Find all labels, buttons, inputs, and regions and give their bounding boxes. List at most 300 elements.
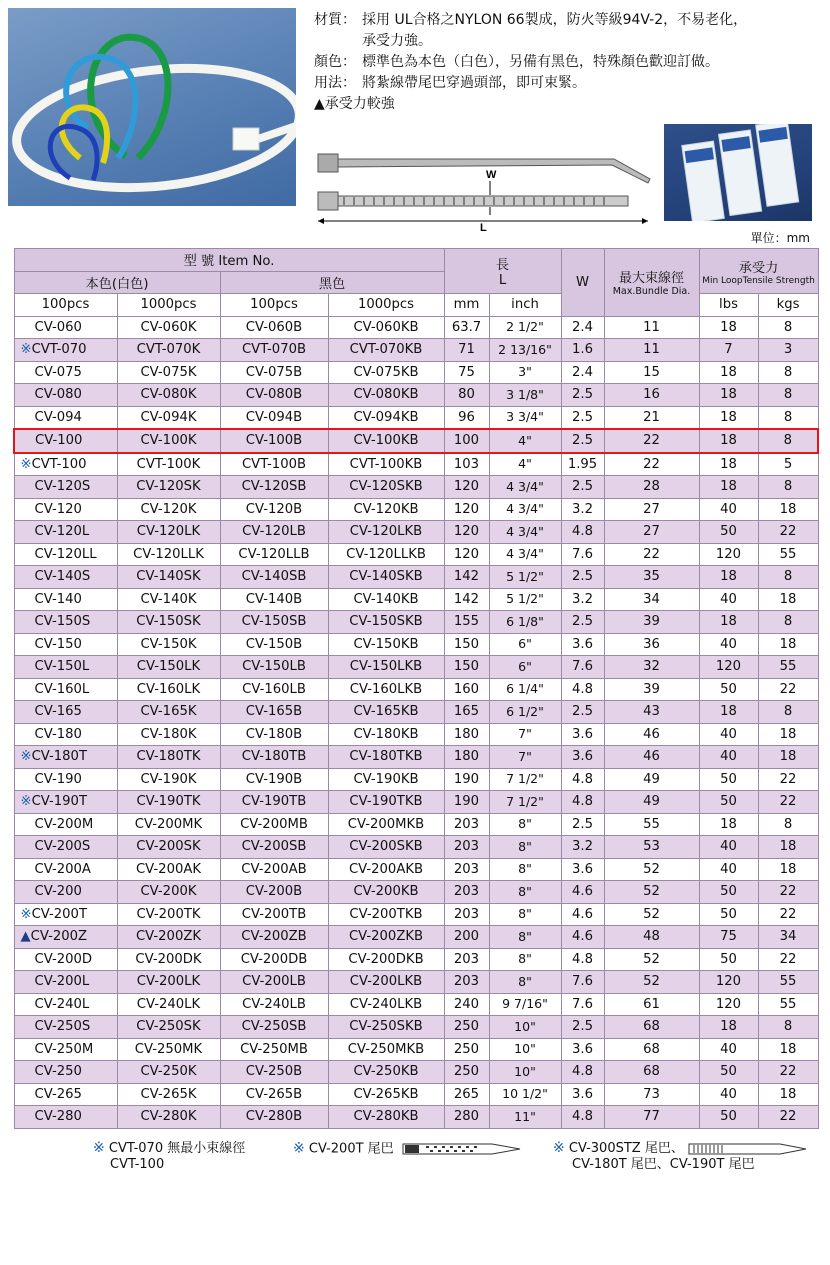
cell-value: CV-100B bbox=[245, 433, 303, 449]
cell-lbs bbox=[699, 316, 758, 339]
cell-value: CV-060B bbox=[245, 319, 303, 335]
cell-value: CV-150LK bbox=[136, 659, 201, 675]
cell-value: 103 bbox=[453, 456, 480, 472]
cell-value: CV-200MB bbox=[240, 816, 308, 832]
cell-mm bbox=[444, 903, 489, 926]
cell-kgs bbox=[758, 656, 818, 679]
cell-dia bbox=[604, 836, 699, 859]
table-row bbox=[14, 926, 818, 949]
cell-value: CV-100K bbox=[140, 433, 197, 449]
cell-value: 18 bbox=[779, 636, 797, 652]
table-row bbox=[14, 836, 818, 859]
cell-value: 4.8 bbox=[572, 1064, 593, 1080]
cell-b100 bbox=[220, 1061, 328, 1084]
cell-n100 bbox=[14, 498, 117, 521]
cell-value: 8 bbox=[783, 319, 793, 335]
cell-value: 3.2 bbox=[572, 591, 593, 607]
cell-n100 bbox=[14, 746, 117, 769]
cell-value: CV-094KB bbox=[353, 409, 419, 425]
cell-value: 18 bbox=[720, 614, 737, 630]
cell-b1000 bbox=[328, 813, 444, 836]
cell-inch bbox=[489, 971, 561, 994]
cell-value: 8 bbox=[783, 704, 793, 720]
cell-value: 5 1/2" bbox=[506, 591, 544, 607]
cell-dia bbox=[604, 1061, 699, 1084]
cell-dia bbox=[604, 768, 699, 791]
cell-value: 4 3/4" bbox=[506, 546, 544, 562]
cell-w bbox=[561, 406, 604, 429]
cell-value: 18 bbox=[779, 501, 797, 517]
cell-value: 4.6 bbox=[572, 906, 593, 922]
cell-value: 3" bbox=[518, 364, 532, 380]
product-description bbox=[314, 10, 747, 115]
cell-value: 50 bbox=[720, 906, 737, 922]
cell-value: CV-180K bbox=[140, 726, 197, 742]
cell-kgs bbox=[758, 723, 818, 746]
cell-lbs bbox=[699, 521, 758, 544]
cell-mm bbox=[444, 406, 489, 429]
note-mark: ※ bbox=[293, 1140, 305, 1157]
cell-lbs bbox=[699, 746, 758, 769]
cell-n1000 bbox=[117, 1083, 220, 1106]
cell-value: CV-200M bbox=[34, 816, 94, 832]
cell-value: CV-180KB bbox=[353, 726, 419, 742]
cell-value: 18 bbox=[720, 479, 737, 495]
cell-b1000 bbox=[328, 746, 444, 769]
cell-w bbox=[561, 881, 604, 904]
cell-value: 7.6 bbox=[572, 996, 593, 1012]
cell-lbs bbox=[699, 1106, 758, 1129]
cell-value: CV-075K bbox=[140, 364, 197, 380]
header-kgs: kgs bbox=[758, 294, 818, 317]
cell-n100 bbox=[14, 813, 117, 836]
cell-kgs bbox=[758, 543, 818, 566]
cell-w bbox=[561, 926, 604, 949]
cell-kgs bbox=[758, 701, 818, 724]
cell-value: CV-240LK bbox=[136, 996, 201, 1012]
cell-value: 7" bbox=[518, 748, 532, 764]
row-prefix-mark: ※ bbox=[20, 342, 32, 358]
cell-value: 9 7/16" bbox=[502, 996, 548, 1012]
cell-inch bbox=[489, 588, 561, 611]
cell-w bbox=[561, 611, 604, 634]
cell-n100 bbox=[14, 948, 117, 971]
cell-inch bbox=[489, 429, 561, 453]
table-row bbox=[14, 316, 818, 339]
cell-w bbox=[561, 656, 604, 679]
cell-value: 22 bbox=[643, 433, 660, 449]
cell-value: 34 bbox=[779, 929, 797, 945]
cell-w bbox=[561, 971, 604, 994]
cell-value: 68 bbox=[643, 1064, 660, 1080]
cell-value: CV-200TB bbox=[241, 906, 307, 922]
cell-inch bbox=[489, 384, 561, 407]
cell-value: 2.5 bbox=[572, 479, 593, 495]
cell-value: 7.6 bbox=[572, 974, 593, 990]
cell-value: 18 bbox=[720, 319, 737, 335]
cell-value: 120 bbox=[453, 524, 480, 540]
cell-value: 4.8 bbox=[572, 771, 593, 787]
cell-lbs bbox=[699, 384, 758, 407]
cell-value: CV-250SK bbox=[136, 1019, 201, 1035]
cell-b1000 bbox=[328, 566, 444, 589]
cell-b1000 bbox=[328, 791, 444, 814]
cell-value: CV-160LB bbox=[242, 681, 306, 697]
cell-n100 bbox=[14, 881, 117, 904]
cell-w bbox=[561, 361, 604, 384]
cell-kgs bbox=[758, 1106, 818, 1129]
cell-dia bbox=[604, 926, 699, 949]
cell-w bbox=[561, 903, 604, 926]
cell-value: 52 bbox=[643, 861, 660, 877]
cell-w bbox=[561, 453, 604, 476]
cell-n1000 bbox=[117, 723, 220, 746]
cell-n1000 bbox=[117, 1038, 220, 1061]
cell-n1000 bbox=[117, 813, 220, 836]
cell-value: CV-200ZK bbox=[135, 929, 202, 945]
cell-value: 120 bbox=[715, 996, 742, 1012]
cell-b100 bbox=[220, 406, 328, 429]
cell-value: CV-280K bbox=[140, 1109, 197, 1125]
cell-value: 250 bbox=[453, 1019, 480, 1035]
cell-value: 8" bbox=[518, 861, 532, 877]
header-length: 長 L bbox=[444, 249, 561, 294]
cell-value: 4.6 bbox=[572, 929, 593, 945]
cell-value: 27 bbox=[643, 524, 660, 540]
cell-value: CV-150S bbox=[34, 614, 91, 630]
cell-value: 11 bbox=[643, 342, 660, 358]
table-row bbox=[14, 543, 818, 566]
cell-value: CV-200B bbox=[245, 884, 303, 900]
note-mark: ※ bbox=[93, 1140, 105, 1156]
table-row bbox=[14, 406, 818, 429]
cell-inch bbox=[489, 656, 561, 679]
cell-value: CV-190TK bbox=[136, 794, 201, 810]
cell-n1000 bbox=[117, 1061, 220, 1084]
table-row bbox=[14, 903, 818, 926]
cell-b1000 bbox=[328, 1038, 444, 1061]
cell-value: 52 bbox=[643, 884, 660, 900]
note1-line2: CVT-100 bbox=[110, 1157, 165, 1172]
cell-value: 68 bbox=[643, 1041, 660, 1057]
cell-value: 40 bbox=[720, 749, 737, 765]
cell-value: 8 bbox=[783, 433, 792, 449]
cell-kgs bbox=[758, 1016, 818, 1039]
cell-value: 3.2 bbox=[572, 501, 593, 517]
cell-value: CV-250K bbox=[140, 1064, 197, 1080]
material-label: 材質： bbox=[314, 12, 356, 28]
cell-lbs bbox=[699, 791, 758, 814]
table-row bbox=[14, 791, 818, 814]
table-row bbox=[14, 656, 818, 679]
cell-value: 18 bbox=[720, 816, 737, 832]
cell-value: 50 bbox=[720, 884, 737, 900]
cell-b1000 bbox=[328, 476, 444, 499]
cell-value: CV-120KB bbox=[353, 501, 419, 517]
cell-value: 150 bbox=[453, 659, 480, 675]
cell-value: CV-180TB bbox=[241, 749, 307, 765]
cell-w bbox=[561, 633, 604, 656]
cell-dia bbox=[604, 384, 699, 407]
cell-value: 4.6 bbox=[572, 884, 593, 900]
cell-value: CV-200MK bbox=[134, 816, 203, 832]
cell-value: CV-120LB bbox=[242, 524, 306, 540]
cell-lbs bbox=[699, 993, 758, 1016]
cell-value: 3.6 bbox=[572, 726, 593, 742]
cell-mm bbox=[444, 1038, 489, 1061]
cell-inch bbox=[489, 746, 561, 769]
cell-dia bbox=[604, 881, 699, 904]
cell-value: CV-060K bbox=[140, 319, 197, 335]
cell-n100 bbox=[14, 339, 117, 362]
cell-value: 3.6 bbox=[572, 1086, 593, 1102]
cell-n1000 bbox=[117, 566, 220, 589]
cell-value: CV-190TB bbox=[241, 794, 307, 810]
cell-n100 bbox=[14, 476, 117, 499]
cell-b1000 bbox=[328, 836, 444, 859]
cell-kgs bbox=[758, 836, 818, 859]
cell-value: CV-190K bbox=[140, 771, 197, 787]
cell-value: CV-200AK bbox=[135, 861, 202, 877]
cell-b1000 bbox=[328, 723, 444, 746]
cell-n100 bbox=[14, 1016, 117, 1039]
cell-n1000 bbox=[117, 453, 220, 476]
cell-value: CV-150LKB bbox=[349, 659, 423, 675]
cell-b100 bbox=[220, 588, 328, 611]
cell-value: 15 bbox=[643, 364, 660, 380]
cell-value: CV-200KB bbox=[353, 884, 419, 900]
cell-kgs bbox=[758, 498, 818, 521]
cell-lbs bbox=[699, 768, 758, 791]
cell-value: CV-190TKB bbox=[349, 794, 423, 810]
cell-value: CV-150K bbox=[140, 636, 197, 652]
cell-value: CV-060KB bbox=[353, 319, 419, 335]
cell-b100 bbox=[220, 1016, 328, 1039]
cell-kgs bbox=[758, 903, 818, 926]
cell-w bbox=[561, 858, 604, 881]
table-row bbox=[14, 813, 818, 836]
cell-value: CV-280 bbox=[34, 1109, 82, 1125]
cell-value: 18 bbox=[779, 726, 797, 742]
cell-value: 18 bbox=[779, 861, 797, 877]
cell-kgs bbox=[758, 678, 818, 701]
cell-dia bbox=[604, 971, 699, 994]
cell-kgs bbox=[758, 791, 818, 814]
cell-value: CV-250 bbox=[34, 1064, 82, 1080]
cell-w bbox=[561, 384, 604, 407]
cell-n1000 bbox=[117, 543, 220, 566]
cell-inch bbox=[489, 723, 561, 746]
cell-value: 203 bbox=[453, 816, 480, 832]
cell-value: CV-200T bbox=[31, 906, 88, 922]
cell-mm bbox=[444, 384, 489, 407]
footer-note-2 bbox=[293, 1140, 522, 1158]
cell-value: 10" bbox=[514, 1041, 536, 1057]
cell-value: CV-250SKB bbox=[349, 1019, 423, 1035]
cell-b100 bbox=[220, 384, 328, 407]
cell-value: CV-250MK bbox=[134, 1041, 203, 1057]
cell-value: 280 bbox=[453, 1109, 480, 1125]
cell-value: 55 bbox=[779, 546, 797, 562]
cell-value: 142 bbox=[453, 569, 480, 585]
diagram-l-label: L bbox=[480, 222, 487, 234]
cell-b100 bbox=[220, 339, 328, 362]
cell-n1000 bbox=[117, 746, 220, 769]
cell-value: 63.7 bbox=[451, 319, 482, 335]
cell-b1000 bbox=[328, 971, 444, 994]
cell-value: 3.6 bbox=[572, 749, 593, 765]
cell-inch bbox=[489, 543, 561, 566]
cell-value: CVT-070B bbox=[241, 342, 307, 358]
cell-value: 22 bbox=[779, 794, 797, 810]
cell-inch bbox=[489, 768, 561, 791]
cell-n100 bbox=[14, 678, 117, 701]
cell-lbs bbox=[699, 656, 758, 679]
cell-value: 2.5 bbox=[572, 433, 593, 449]
cell-b100 bbox=[220, 903, 328, 926]
row-prefix-mark: ※ bbox=[20, 906, 32, 922]
cell-lbs bbox=[699, 723, 758, 746]
cell-dia bbox=[604, 498, 699, 521]
cell-lbs bbox=[699, 858, 758, 881]
cell-value: 200 bbox=[453, 929, 480, 945]
cell-kgs bbox=[758, 1038, 818, 1061]
cell-n1000 bbox=[117, 498, 220, 521]
cell-value: 28 bbox=[643, 479, 660, 495]
note2-text: CV-200T 尾巴 bbox=[308, 1141, 394, 1157]
cell-value: CV-150L bbox=[34, 659, 90, 675]
cell-value: CV-120SKB bbox=[349, 479, 423, 495]
cell-b100 bbox=[220, 633, 328, 656]
cell-b100 bbox=[220, 926, 328, 949]
cell-value: 43 bbox=[643, 704, 660, 720]
cell-mm bbox=[444, 813, 489, 836]
table-row bbox=[14, 476, 818, 499]
cell-b1000 bbox=[328, 881, 444, 904]
cell-value: 250 bbox=[453, 1041, 480, 1057]
cell-value: CV-100KB bbox=[353, 433, 419, 449]
cell-n1000 bbox=[117, 316, 220, 339]
cell-value: 18 bbox=[720, 569, 737, 585]
cell-dia bbox=[604, 791, 699, 814]
cell-value: CV-200TK bbox=[136, 906, 201, 922]
cell-value: 4" bbox=[518, 432, 532, 448]
cell-n100 bbox=[14, 633, 117, 656]
cell-mm bbox=[444, 429, 489, 453]
usage-text: 將紮線帶尾巴穿過頭部，即可束緊。 bbox=[362, 75, 586, 91]
cell-value: CVT-100 bbox=[31, 456, 87, 472]
cell-lbs bbox=[699, 429, 758, 453]
cell-inch bbox=[489, 633, 561, 656]
cell-n100 bbox=[14, 316, 117, 339]
header-black: 黑色 bbox=[220, 271, 444, 294]
cell-lbs bbox=[699, 453, 758, 476]
cell-dia bbox=[604, 543, 699, 566]
header-natural: 本色(白色) bbox=[14, 271, 220, 294]
cell-value: 10 1/2" bbox=[502, 1086, 548, 1102]
cell-b1000 bbox=[328, 361, 444, 384]
cell-value: 4.8 bbox=[572, 794, 593, 810]
cell-value: 55 bbox=[643, 816, 660, 832]
table-row bbox=[14, 1038, 818, 1061]
cell-mm bbox=[444, 588, 489, 611]
cell-value: 2.5 bbox=[572, 387, 593, 403]
cell-value: 150 bbox=[453, 636, 480, 652]
cell-mm bbox=[444, 339, 489, 362]
cell-w bbox=[561, 1038, 604, 1061]
cell-value: CV-094K bbox=[140, 409, 197, 425]
cell-value: 50 bbox=[720, 1064, 737, 1080]
cell-value: 55 bbox=[779, 659, 797, 675]
cell-value: CV-120B bbox=[245, 501, 303, 517]
cell-value: 18 bbox=[720, 433, 737, 449]
cell-value: CV-250S bbox=[34, 1019, 91, 1035]
cell-value: CV-120 bbox=[34, 501, 82, 517]
cell-value: 50 bbox=[720, 951, 737, 967]
table-row bbox=[14, 1061, 818, 1084]
cell-value: CVT-070 bbox=[31, 342, 87, 358]
cell-b100 bbox=[220, 723, 328, 746]
cell-value: 36 bbox=[643, 636, 660, 652]
table-row bbox=[14, 498, 818, 521]
cell-value: CV-250SB bbox=[241, 1019, 307, 1035]
cell-value: 5 1/2" bbox=[506, 568, 544, 584]
cell-value: 49 bbox=[643, 771, 660, 787]
cell-dia bbox=[604, 453, 699, 476]
cell-dia bbox=[604, 406, 699, 429]
cell-value: CV-075B bbox=[245, 364, 303, 380]
cell-dia bbox=[604, 993, 699, 1016]
cell-value: 120 bbox=[715, 659, 742, 675]
cell-value: CV-140KB bbox=[353, 591, 419, 607]
cell-dia bbox=[604, 1038, 699, 1061]
cell-b100 bbox=[220, 1083, 328, 1106]
cell-b1000 bbox=[328, 429, 444, 453]
cell-value: CV-200L bbox=[34, 974, 90, 990]
cell-value: 120 bbox=[715, 974, 742, 990]
cell-value: CV-120LKB bbox=[349, 524, 423, 540]
cell-n1000 bbox=[117, 858, 220, 881]
cell-value: 6 1/8" bbox=[506, 613, 544, 629]
cell-value: CV-190T bbox=[31, 794, 88, 810]
cell-w bbox=[561, 993, 604, 1016]
cell-b1000 bbox=[328, 948, 444, 971]
cell-lbs bbox=[699, 881, 758, 904]
cell-n1000 bbox=[117, 339, 220, 362]
cell-b1000 bbox=[328, 406, 444, 429]
cell-value: CV-200DB bbox=[240, 951, 308, 967]
cell-kgs bbox=[758, 813, 818, 836]
cell-value: 50 bbox=[720, 1109, 737, 1125]
cell-dia bbox=[604, 746, 699, 769]
cell-value: 2.4 bbox=[572, 364, 593, 380]
cell-lbs bbox=[699, 1061, 758, 1084]
cell-kgs bbox=[758, 361, 818, 384]
cell-dia bbox=[604, 1106, 699, 1129]
cell-value: CV-200LKB bbox=[349, 974, 423, 990]
cell-value: 7 bbox=[724, 342, 733, 358]
cell-mm bbox=[444, 858, 489, 881]
cell-n100 bbox=[14, 656, 117, 679]
cell-value: 49 bbox=[643, 794, 660, 810]
cell-mm bbox=[444, 746, 489, 769]
table-row bbox=[14, 1083, 818, 1106]
cell-value: CV-140SB bbox=[241, 569, 307, 585]
cell-inch bbox=[489, 339, 561, 362]
cell-value: 8 bbox=[783, 569, 793, 585]
cell-value: 52 bbox=[643, 974, 660, 990]
cell-value: CV-250B bbox=[245, 1064, 303, 1080]
